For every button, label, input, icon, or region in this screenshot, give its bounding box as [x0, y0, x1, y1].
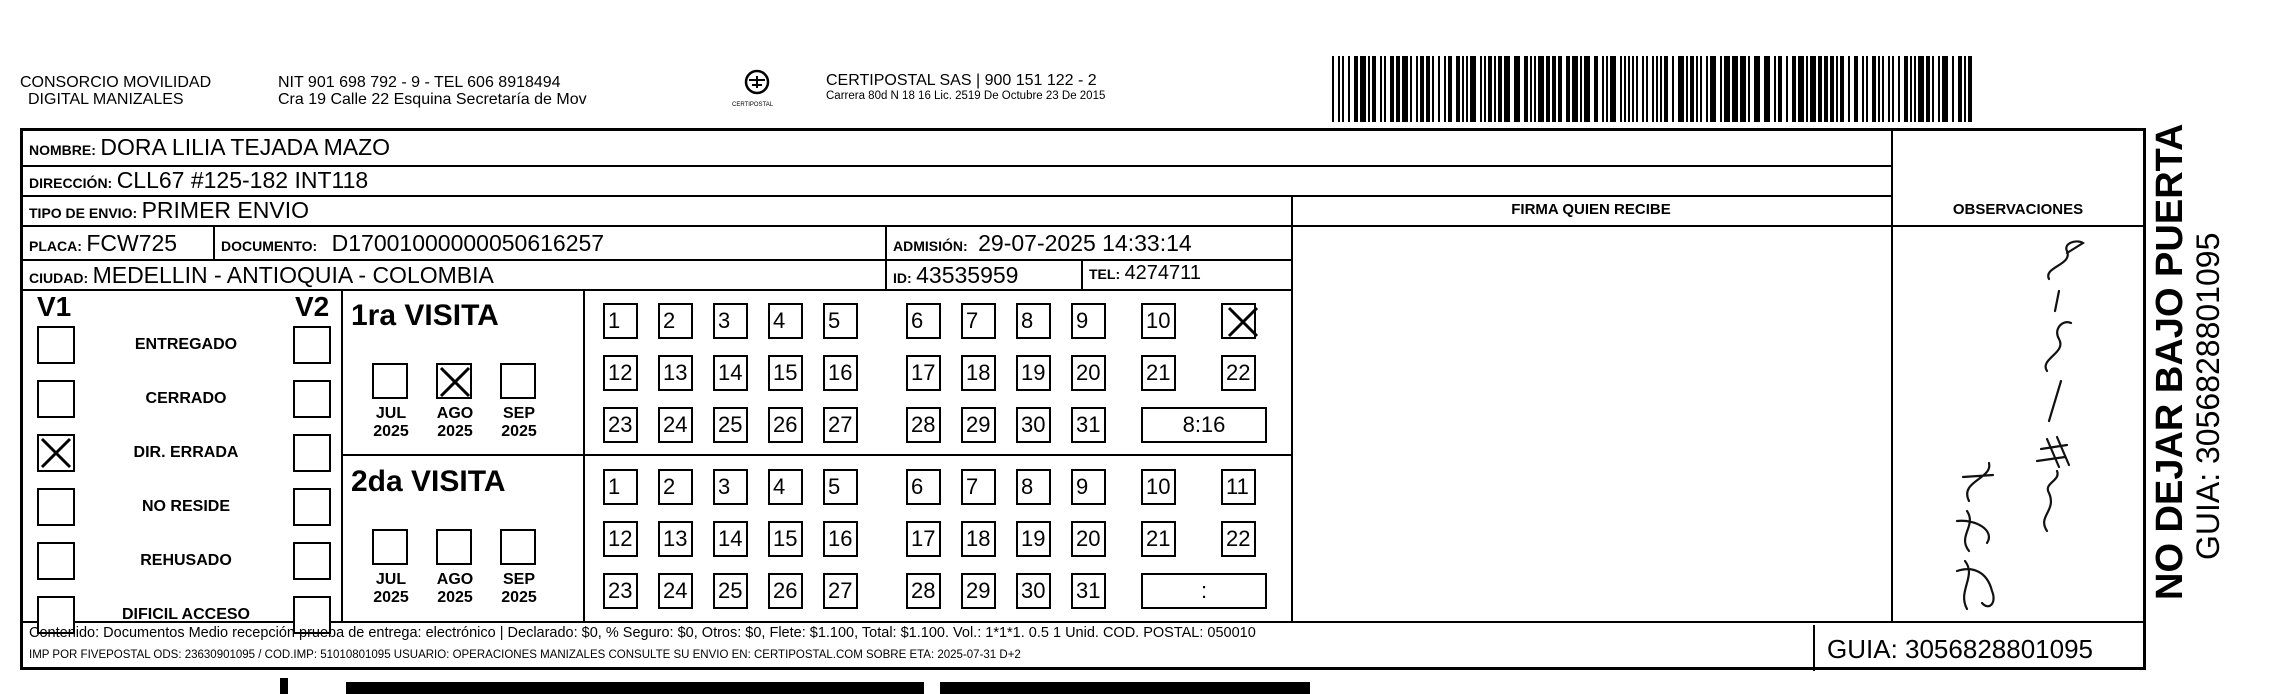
address-line: Cra 19 Calle 22 Esquina Secretaría de Mov — [278, 91, 587, 108]
day-box-27[interactable]: 27 — [823, 573, 858, 609]
day-box-23[interactable]: 23 — [603, 573, 638, 609]
month-name: SEP — [502, 405, 535, 422]
visit1-title: 1ra VISITA — [351, 299, 499, 332]
id-label: ID: — [893, 270, 912, 286]
bottom-strip — [346, 682, 924, 694]
day-box-1[interactable]: 1 — [603, 303, 638, 339]
month-year: 2025 — [501, 423, 537, 440]
footer-divider-v — [1813, 625, 1815, 671]
bottom-mark — [280, 678, 288, 694]
direccion-label: DIRECCIÓN: — [29, 175, 113, 191]
admision-label: ADMISIÓN: — [893, 238, 968, 254]
delivery-form — [20, 128, 2146, 670]
month-label — [493, 405, 545, 441]
day-box-13[interactable]: 13 — [658, 355, 693, 391]
day-box-2[interactable]: 2 — [658, 303, 693, 339]
month-label — [365, 571, 417, 607]
documento-value: D17001000000050616257 — [331, 230, 605, 256]
day-box-16[interactable]: 16 — [823, 355, 858, 391]
day-box-12[interactable]: 12 — [603, 355, 638, 391]
tipo-value: PRIMER ENVIO — [141, 197, 309, 223]
day-box-7[interactable]: 7 — [961, 469, 996, 505]
day-box-29[interactable]: 29 — [961, 573, 996, 609]
v1-header: V1 — [37, 291, 72, 322]
day-box-30[interactable]: 30 — [1016, 407, 1051, 443]
day-box-14[interactable]: 14 — [713, 521, 748, 557]
handwriting-icon — [1897, 231, 2137, 619]
day-box-20[interactable]: 20 — [1071, 355, 1106, 391]
carrier-info — [826, 72, 1105, 103]
day-box-25[interactable]: 25 — [713, 573, 748, 609]
day-box-19[interactable]: 19 — [1016, 355, 1051, 391]
month-label — [493, 571, 545, 607]
ciudad-value: MEDELLIN - ANTIOQUIA - COLOMBIA — [92, 262, 494, 288]
day-box-13[interactable]: 13 — [658, 521, 693, 557]
time-box[interactable]: 8:16 — [1141, 407, 1267, 443]
month-checkbox[interactable] — [436, 529, 472, 565]
month-year: 2025 — [437, 423, 473, 440]
side-warning — [2150, 124, 2226, 600]
observations-handwriting — [1897, 231, 2137, 619]
direccion-row — [29, 167, 368, 194]
month-checkbox[interactable] — [436, 363, 472, 399]
month-name: AGO — [436, 405, 474, 422]
day-box-14[interactable]: 14 — [713, 355, 748, 391]
day-box-15[interactable]: 15 — [768, 521, 803, 557]
placa-row — [29, 230, 177, 257]
tipo-row — [29, 197, 309, 224]
nombre-row — [29, 134, 390, 161]
day-box-22[interactable]: 22 — [1221, 521, 1256, 557]
day-box-9[interactable]: 9 — [1071, 303, 1106, 339]
cell-divider — [885, 225, 887, 289]
month-year: 2025 — [501, 589, 537, 606]
day-box-9[interactable]: 9 — [1071, 469, 1106, 505]
day-box-8[interactable]: 8 — [1016, 303, 1051, 339]
documento-row — [221, 230, 604, 257]
row-divider — [23, 225, 2143, 227]
carrier-name: CERTIPOSTAL SAS | 900 151 122 - 2 — [826, 72, 1097, 89]
status-v2-checkbox[interactable] — [293, 326, 331, 364]
month-label — [429, 405, 481, 441]
tipo-label: TIPO DE ENVIO: — [29, 205, 138, 221]
status-v1-checkbox[interactable] — [37, 542, 75, 580]
admision-row — [893, 230, 1192, 257]
day-box-18[interactable]: 18 — [961, 355, 996, 391]
day-box-21[interactable]: 21 — [1141, 355, 1176, 391]
status-label: REHUSADO — [140, 552, 232, 569]
day-box-24[interactable]: 24 — [658, 573, 693, 609]
company-name — [20, 74, 211, 108]
placa-value: FCW725 — [86, 230, 178, 256]
day-box-19[interactable]: 19 — [1016, 521, 1051, 557]
id-value: 43535959 — [916, 262, 1019, 288]
nombre-label: NOMBRE: — [29, 142, 96, 158]
day-box-3[interactable]: 3 — [713, 469, 748, 505]
day-box-10[interactable]: 10 — [1141, 303, 1176, 339]
day-box-8[interactable]: 8 — [1016, 469, 1051, 505]
day-box-20[interactable]: 20 — [1071, 521, 1106, 557]
x-mark-icon — [1226, 305, 1260, 339]
x-mark-icon — [438, 365, 472, 399]
day-box-6[interactable]: 6 — [906, 469, 941, 505]
status-label: DIR. ERRADA — [133, 444, 239, 461]
status-v2-checkbox[interactable] — [293, 488, 331, 526]
day-box-26[interactable]: 26 — [768, 573, 803, 609]
month-name: JUL — [375, 405, 407, 422]
v2-header: V2 — [295, 291, 330, 322]
footer-guia: GUIA: 3056828801095 — [1827, 634, 2093, 664]
day-box-29[interactable]: 29 — [961, 407, 996, 443]
day-box-26[interactable]: 26 — [768, 407, 803, 443]
tel-label: TEL: — [1089, 266, 1121, 282]
day-box-24[interactable]: 24 — [658, 407, 693, 443]
day-box-6[interactable]: 6 — [906, 303, 941, 339]
month-checkbox[interactable] — [500, 363, 536, 399]
ciudad-label: CIUDAD: — [29, 270, 89, 286]
month-checkbox[interactable] — [372, 529, 408, 565]
month-checkbox[interactable] — [372, 363, 408, 399]
visit2-title: 2da VISITA — [351, 465, 506, 498]
month-label — [365, 405, 417, 441]
day-box-5[interactable]: 5 — [823, 303, 858, 339]
nit-line: NIT 901 698 792 - 9 - TEL 606 8918494 — [278, 74, 561, 91]
day-box-28[interactable]: 28 — [906, 573, 941, 609]
status-label: ENTREGADO — [134, 336, 238, 353]
ciudad-row — [29, 262, 494, 289]
col-divider — [583, 289, 585, 621]
day-box-11[interactable] — [1221, 303, 1256, 339]
status-label: CERRADO — [145, 390, 227, 407]
barcode-gap — [1972, 56, 1976, 122]
placa-label: PLACA: — [29, 238, 82, 254]
observaciones-header: OBSERVACIONES — [1952, 201, 2084, 218]
day-box-31[interactable]: 31 — [1071, 407, 1106, 443]
status-v2-checkbox[interactable] — [293, 380, 331, 418]
carrier-address: Carrera 80d N 18 16 Lic. 2519 De Octubre 23 De 2015 — [826, 90, 1106, 102]
status-v1-checkbox[interactable] — [37, 488, 75, 526]
tel-value: 4274711 — [1124, 262, 1201, 284]
footer-content-line: Contenido: Documentos Medio recepción prueba de entrega: electrónico | Declarado: $0, % Seguro: $0, Otros: $0, Flete: $1.100, Total: $1.100. Vol.: 1*1*1. 0.5 1 Unid. COD. POSTAL: 050010 — [29, 625, 1256, 641]
day-box-7[interactable]: 7 — [961, 303, 996, 339]
day-box-15[interactable]: 15 — [768, 355, 803, 391]
direccion-value: CLL67 #125-182 INT118 — [116, 167, 369, 193]
footer-divider — [23, 621, 2143, 623]
status-v1-checkbox[interactable] — [37, 434, 75, 472]
certipostal-logo — [722, 66, 792, 116]
month-checkbox[interactable] — [500, 529, 536, 565]
day-box-31[interactable]: 31 — [1071, 573, 1106, 609]
bottom-strip — [940, 682, 1310, 694]
day-box-4[interactable]: 4 — [768, 303, 803, 339]
day-box-18[interactable]: 18 — [961, 521, 996, 557]
month-year: 2025 — [373, 423, 409, 440]
admision-value: 29-07-2025 14:33:14 — [978, 230, 1192, 256]
side-guia: GUIA: 3056828801095 — [2190, 232, 2226, 560]
company-contact — [278, 74, 587, 108]
day-box-3[interactable]: 3 — [713, 303, 748, 339]
id-row — [893, 262, 1018, 289]
status-v2-checkbox[interactable] — [293, 434, 331, 472]
day-box-25[interactable]: 25 — [713, 407, 748, 443]
cell-divider — [1081, 259, 1083, 289]
month-name: AGO — [436, 571, 474, 588]
row-divider — [23, 289, 1291, 291]
status-label: DIFICIL ACCESO — [121, 606, 250, 623]
day-box-2[interactable]: 2 — [658, 469, 693, 505]
day-box-16[interactable]: 16 — [823, 521, 858, 557]
month-year: 2025 — [437, 589, 473, 606]
logo-caption: CERTIPOSTAL — [732, 102, 774, 108]
day-box-4[interactable]: 4 — [768, 469, 803, 505]
col-divider — [341, 289, 343, 621]
status-v1-checkbox[interactable] — [37, 380, 75, 418]
day-box-22[interactable]: 22 — [1221, 355, 1256, 391]
day-box-10[interactable]: 10 — [1141, 469, 1176, 505]
time-box[interactable]: : — [1141, 573, 1267, 609]
day-box-23[interactable]: 23 — [603, 407, 638, 443]
status-label: NO RESIDE — [141, 498, 230, 515]
logo-icon — [722, 66, 792, 116]
day-box-11[interactable]: 11 — [1221, 469, 1256, 505]
day-box-5[interactable]: 5 — [823, 469, 858, 505]
month-name: SEP — [502, 571, 535, 588]
day-box-1[interactable]: 1 — [603, 469, 638, 505]
row-divider — [23, 259, 1291, 261]
company-line-2: DIGITAL MANIZALES — [28, 91, 184, 108]
month-year: 2025 — [373, 589, 409, 606]
visit-divider — [341, 454, 1291, 456]
tracking-barcode — [1332, 56, 1980, 122]
day-box-21[interactable]: 21 — [1141, 521, 1176, 557]
company-line-1: CONSORCIO MOVILIDAD — [20, 74, 212, 91]
month-label — [429, 571, 481, 607]
day-box-17[interactable]: 17 — [906, 521, 941, 557]
status-v1-checkbox[interactable] — [37, 326, 75, 364]
documento-label: DOCUMENTO: — [221, 238, 318, 254]
cell-divider — [213, 225, 215, 259]
x-mark-icon — [39, 436, 73, 470]
day-box-17[interactable]: 17 — [906, 355, 941, 391]
status-v2-checkbox[interactable] — [293, 542, 331, 580]
day-box-28[interactable]: 28 — [906, 407, 941, 443]
month-name: JUL — [375, 571, 407, 588]
day-box-27[interactable]: 27 — [823, 407, 858, 443]
firma-header: FIRMA QUIEN RECIBE — [1511, 201, 1671, 218]
day-box-30[interactable]: 30 — [1016, 573, 1051, 609]
no-dejar-warning: NO DEJAR BAJO PUERTA — [2149, 123, 2191, 600]
col-divider — [1291, 195, 1293, 621]
footer-imp-line: IMP POR FIVEPOSTAL ODS: 23630901095 / COD.IMP: 51010801095 USUARIO: OPERACIONES MANIZALES CONSULTE SU ENVIO EN: CERTIPOSTAL.COM SOBRE ETA: 2025-07-31 D+2 — [29, 649, 1021, 661]
nombre-value: DORA LILIA TEJADA MAZO — [100, 134, 391, 160]
tel-row — [1089, 262, 1201, 285]
day-box-12[interactable]: 12 — [603, 521, 638, 557]
